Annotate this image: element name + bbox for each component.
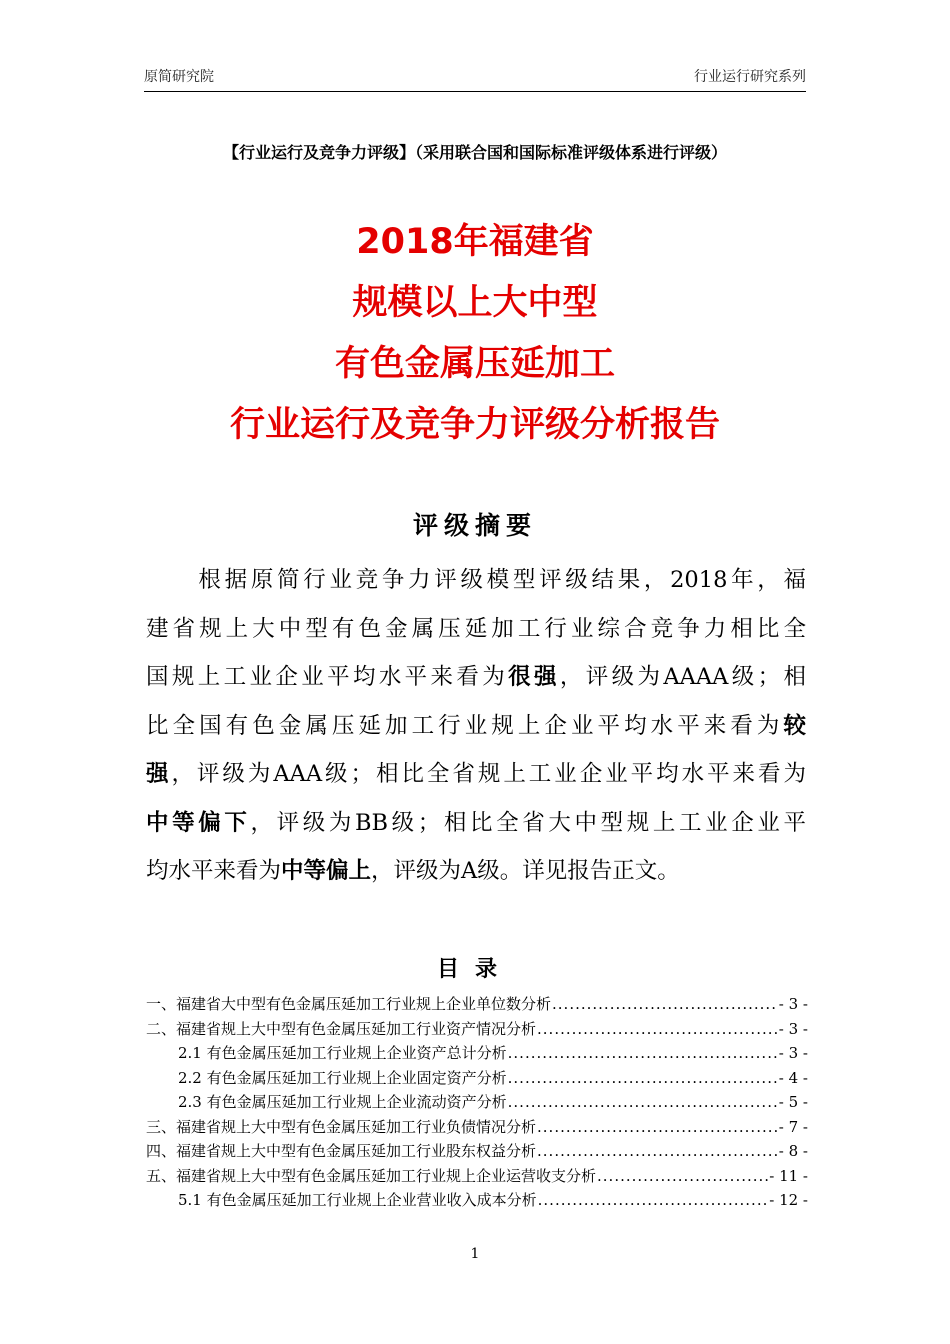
summary-emphasis: 强	[146, 761, 172, 787]
toc-entry-page: - 3 -	[778, 995, 808, 1013]
header-rule	[144, 91, 806, 92]
toc-leader-dots	[508, 1090, 778, 1115]
summary-emphasis: 中等偏上	[281, 858, 372, 884]
running-header	[144, 66, 806, 88]
toc-entry-title: 二、福建省规上大中型有色金属压延加工行业资产情况分析	[146, 1019, 537, 1038]
summary-text: 均水平来看为	[146, 858, 282, 884]
toc-entry-title: 五、福建省规上大中型有色金属压延加工行业规上企业运营收支分析	[146, 1166, 597, 1185]
toc-entry-title: 三、福建省规上大中型有色金属压延加工行业负债情况分析	[146, 1117, 537, 1136]
toc-entry-title: 2.2 有色金属压延加工行业规上企业固定资产分析	[178, 1068, 507, 1087]
toc-entry-title: 5.1 有色金属压延加工行业规上企业营业收入成本分析	[178, 1191, 537, 1209]
summary-text: ，评级为A级。详见报告正文。	[371, 858, 680, 884]
title-line: 行业运行及竞争力评级分析报告	[229, 405, 720, 445]
summary-text: 国规上工业企业平均水平来看为	[146, 664, 509, 690]
toc-entry[interactable]	[146, 1188, 808, 1213]
toc-entry[interactable]	[146, 1041, 808, 1066]
title-line: 有色金属压延加工	[334, 344, 615, 384]
toc-heading: 目录	[436, 957, 513, 982]
summary-line	[146, 653, 806, 702]
toc-entry[interactable]	[146, 1066, 808, 1091]
toc-entry-page: - 4 -	[778, 1068, 808, 1087]
summary-emphasis: 很强	[508, 664, 560, 690]
toc-entry-title: 一、福建省大中型有色金属压延加工行业规上企业单位数分析	[146, 995, 552, 1013]
summary-text: ，评级为AAAA级；相	[559, 664, 806, 690]
toc-entry-page: - 7 -	[778, 1117, 808, 1136]
header-series: 行业运行研究系列	[694, 69, 806, 85]
title-line: 2018年福建省	[356, 222, 594, 262]
summary-text: ，评级为AAA级；相比全省规上工业企业平均水平来看为	[171, 761, 806, 787]
summary-heading: 评级摘要	[412, 511, 537, 540]
toc-entry[interactable]	[146, 1164, 808, 1189]
summary-text: 根据原简行业竞争力评级模型评级结果，2018年，福	[146, 567, 806, 593]
summary-paragraph	[146, 556, 806, 896]
title-line: 规模以上大中型	[352, 283, 598, 323]
toc-entry-page: - 3 -	[778, 1019, 808, 1038]
summary-text: 比全国有色金属压延加工行业规上企业平均水平来看为	[146, 712, 784, 739]
toc-entry-page: - 12 -	[769, 1191, 808, 1209]
summary-text: ，评级为BB级；相比全省大中型规上工业企业平	[250, 809, 806, 836]
toc-entry[interactable]	[146, 1090, 808, 1115]
toc-entry-title: 2.3 有色金属压延加工行业规上企业流动资产分析	[178, 1093, 507, 1111]
toc-leader-dots	[538, 1188, 769, 1213]
summary-line	[146, 556, 806, 605]
toc-entry[interactable]	[146, 1115, 808, 1140]
summary-emphasis: 较	[783, 712, 806, 739]
toc-leader-dots	[537, 1115, 778, 1140]
toc-leader-dots	[552, 992, 778, 1017]
toc-entry-page: - 8 -	[778, 1142, 808, 1160]
report-tagline: 【行业运行及竞争力评级】（采用联合国和国际标准评级体系进行评级）	[222, 143, 727, 162]
summary-line	[146, 605, 806, 654]
toc-entry-title: 四、福建省规上大中型有色金属压延加工行业股东权益分析	[146, 1142, 537, 1160]
page-number: 1	[470, 1246, 480, 1262]
summary-line	[146, 702, 806, 751]
summary-text: 建省规上大中型有色金属压延加工行业综合竞争力相比全	[146, 615, 806, 642]
toc-entry-page: - 5 -	[778, 1093, 808, 1111]
toc-entry-page: - 3 -	[778, 1044, 808, 1062]
summary-emphasis: 中等偏下	[146, 809, 251, 836]
toc-entry-title: 2.1 有色金属压延加工行业规上企业资产总计分析	[178, 1044, 507, 1062]
summary-line	[146, 750, 806, 799]
summary-line	[146, 799, 806, 848]
header-org: 原简研究院	[144, 69, 214, 85]
toc-leader-dots	[537, 1139, 778, 1164]
toc-entry[interactable]	[146, 1017, 808, 1042]
toc-leader-dots	[597, 1164, 768, 1189]
toc-leader-dots	[508, 1066, 778, 1091]
summary-line	[146, 847, 806, 896]
table-of-contents	[146, 992, 808, 1213]
toc-leader-dots	[508, 1041, 778, 1066]
toc-entry[interactable]	[146, 1139, 808, 1164]
toc-entry[interactable]	[146, 992, 808, 1017]
toc-leader-dots	[537, 1017, 778, 1042]
toc-entry-page: - 11 -	[769, 1166, 808, 1185]
report-title	[100, 214, 850, 458]
